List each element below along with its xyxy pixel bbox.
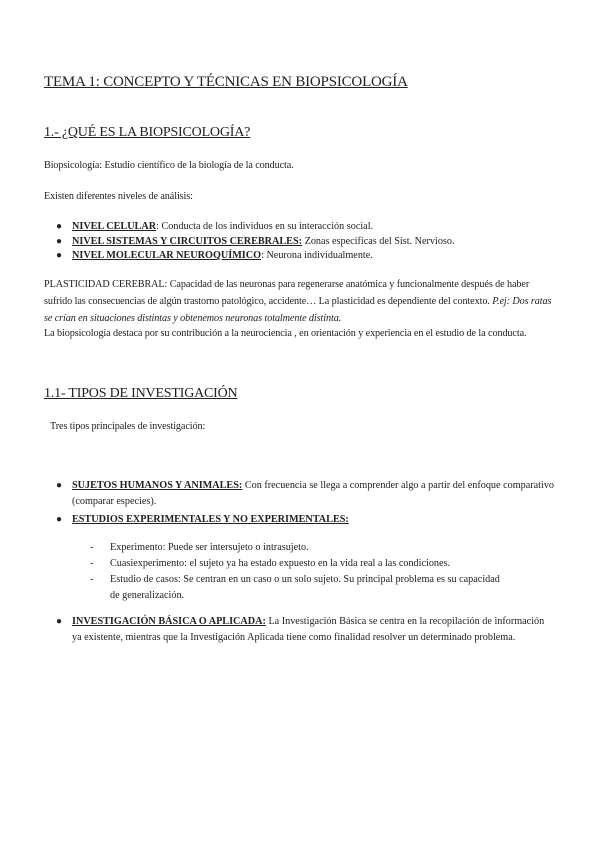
page-title: TEMA 1: CONCEPTO Y TÉCNICAS EN BIOPSICOLOGÍA [44, 74, 408, 90]
list-item [56, 235, 556, 250]
level-term: NIVEL MOLECULAR NEUROQUÍMICO [72, 250, 262, 261]
bullet-icon: ● [56, 480, 63, 491]
definition-paragraph: Biopsicología: Estudio científico de la biología de la conducta. [44, 160, 294, 171]
list-item [56, 220, 556, 235]
list-item [90, 572, 510, 604]
type-text: La Investigación Básica se centra en la recopilación de información ya existente, mientras que la Investigación Aplicada tiene como finalidad resolver un determinado problema. [72, 616, 545, 643]
level-term: NIVEL SISTEMAS Y CIRCUITOS CEREBRALES: [72, 235, 303, 247]
bullet-icon: ● [56, 514, 63, 525]
levels-list [56, 220, 556, 264]
list-item [56, 614, 556, 646]
subtype-text: Cuasiexperimento: el sujeto ya ha estado expuesto en la vida real a las condiciones. [110, 558, 451, 569]
level-text: : Conducta de los individuos en su interacción social. [156, 221, 374, 232]
contribution-paragraph: La biopsicología destaca por su contribución a la neurociencia , en orientación y experiencia en el estudio de la conducta. [44, 328, 527, 339]
level-text: : Neurona individualmente. [261, 250, 373, 261]
plasticity-paragraph [44, 276, 556, 327]
types-intro: Tres tipos principales de investigación: [50, 421, 206, 432]
type-term: INVESTIGACIÓN BÁSICA O APLICADA: [72, 616, 266, 627]
subtype-text: Estudio de casos: Se centran en un caso o un solo sujeto. Su principal problema es su capacidad de generalización. [110, 574, 500, 601]
level-text: Zonas específicas del Sist. Nervioso. [302, 235, 455, 247]
type-term: SUJETOS HUMANOS Y ANIMALES: [72, 480, 243, 491]
plasticity-example: P.ej: Dos ratas se crían en situaciones distintas y obtenemos neuronas totalmente distinta. [44, 296, 552, 324]
list-item [90, 556, 510, 572]
dash-icon: - [90, 542, 94, 553]
plasticity-text: PLASTICIDAD CEREBRAL: Capacidad de las neuronas para regenerarse anatómica y funcionalmente después de haber sufrido las consecuencias de algún trastorno patológico, accidente… La plasticidad es dependiente del contexto. [44, 279, 530, 307]
subtype-text: Experimento: Puede ser intersujeto o intrasujeto. [110, 542, 309, 553]
type-term: ESTUDIOS EXPERIMENTALES Y NO EXPERIMENTALES: [72, 514, 349, 525]
subtypes-list [90, 540, 510, 604]
bullet-icon: ● [56, 616, 63, 627]
bullet-icon: ● [56, 221, 63, 232]
list-item [90, 540, 510, 556]
type-text: Con frecuencia se llega a comprender algo a partir del enfoque comparativo (comparar especies). [72, 480, 555, 507]
types-list [56, 478, 556, 530]
bullet-icon: ● [56, 235, 63, 247]
section-heading-biopsicologia: 1.- ¿QUÉ ES LA BIOPSICOLOGÍA? [44, 125, 251, 140]
levels-intro: Existen diferentes niveles de análisis: [44, 191, 193, 202]
dash-icon: - [90, 558, 94, 569]
level-term: NIVEL CELULAR [72, 221, 157, 232]
list-item [56, 249, 556, 264]
dash-icon: - [90, 574, 94, 585]
section-heading-tipos: 1.1- TIPOS DE INVESTIGACIÓN [44, 386, 238, 401]
basic-applied-list [56, 614, 556, 648]
list-item [56, 478, 556, 510]
bullet-icon: ● [56, 250, 63, 261]
list-item [56, 512, 556, 528]
